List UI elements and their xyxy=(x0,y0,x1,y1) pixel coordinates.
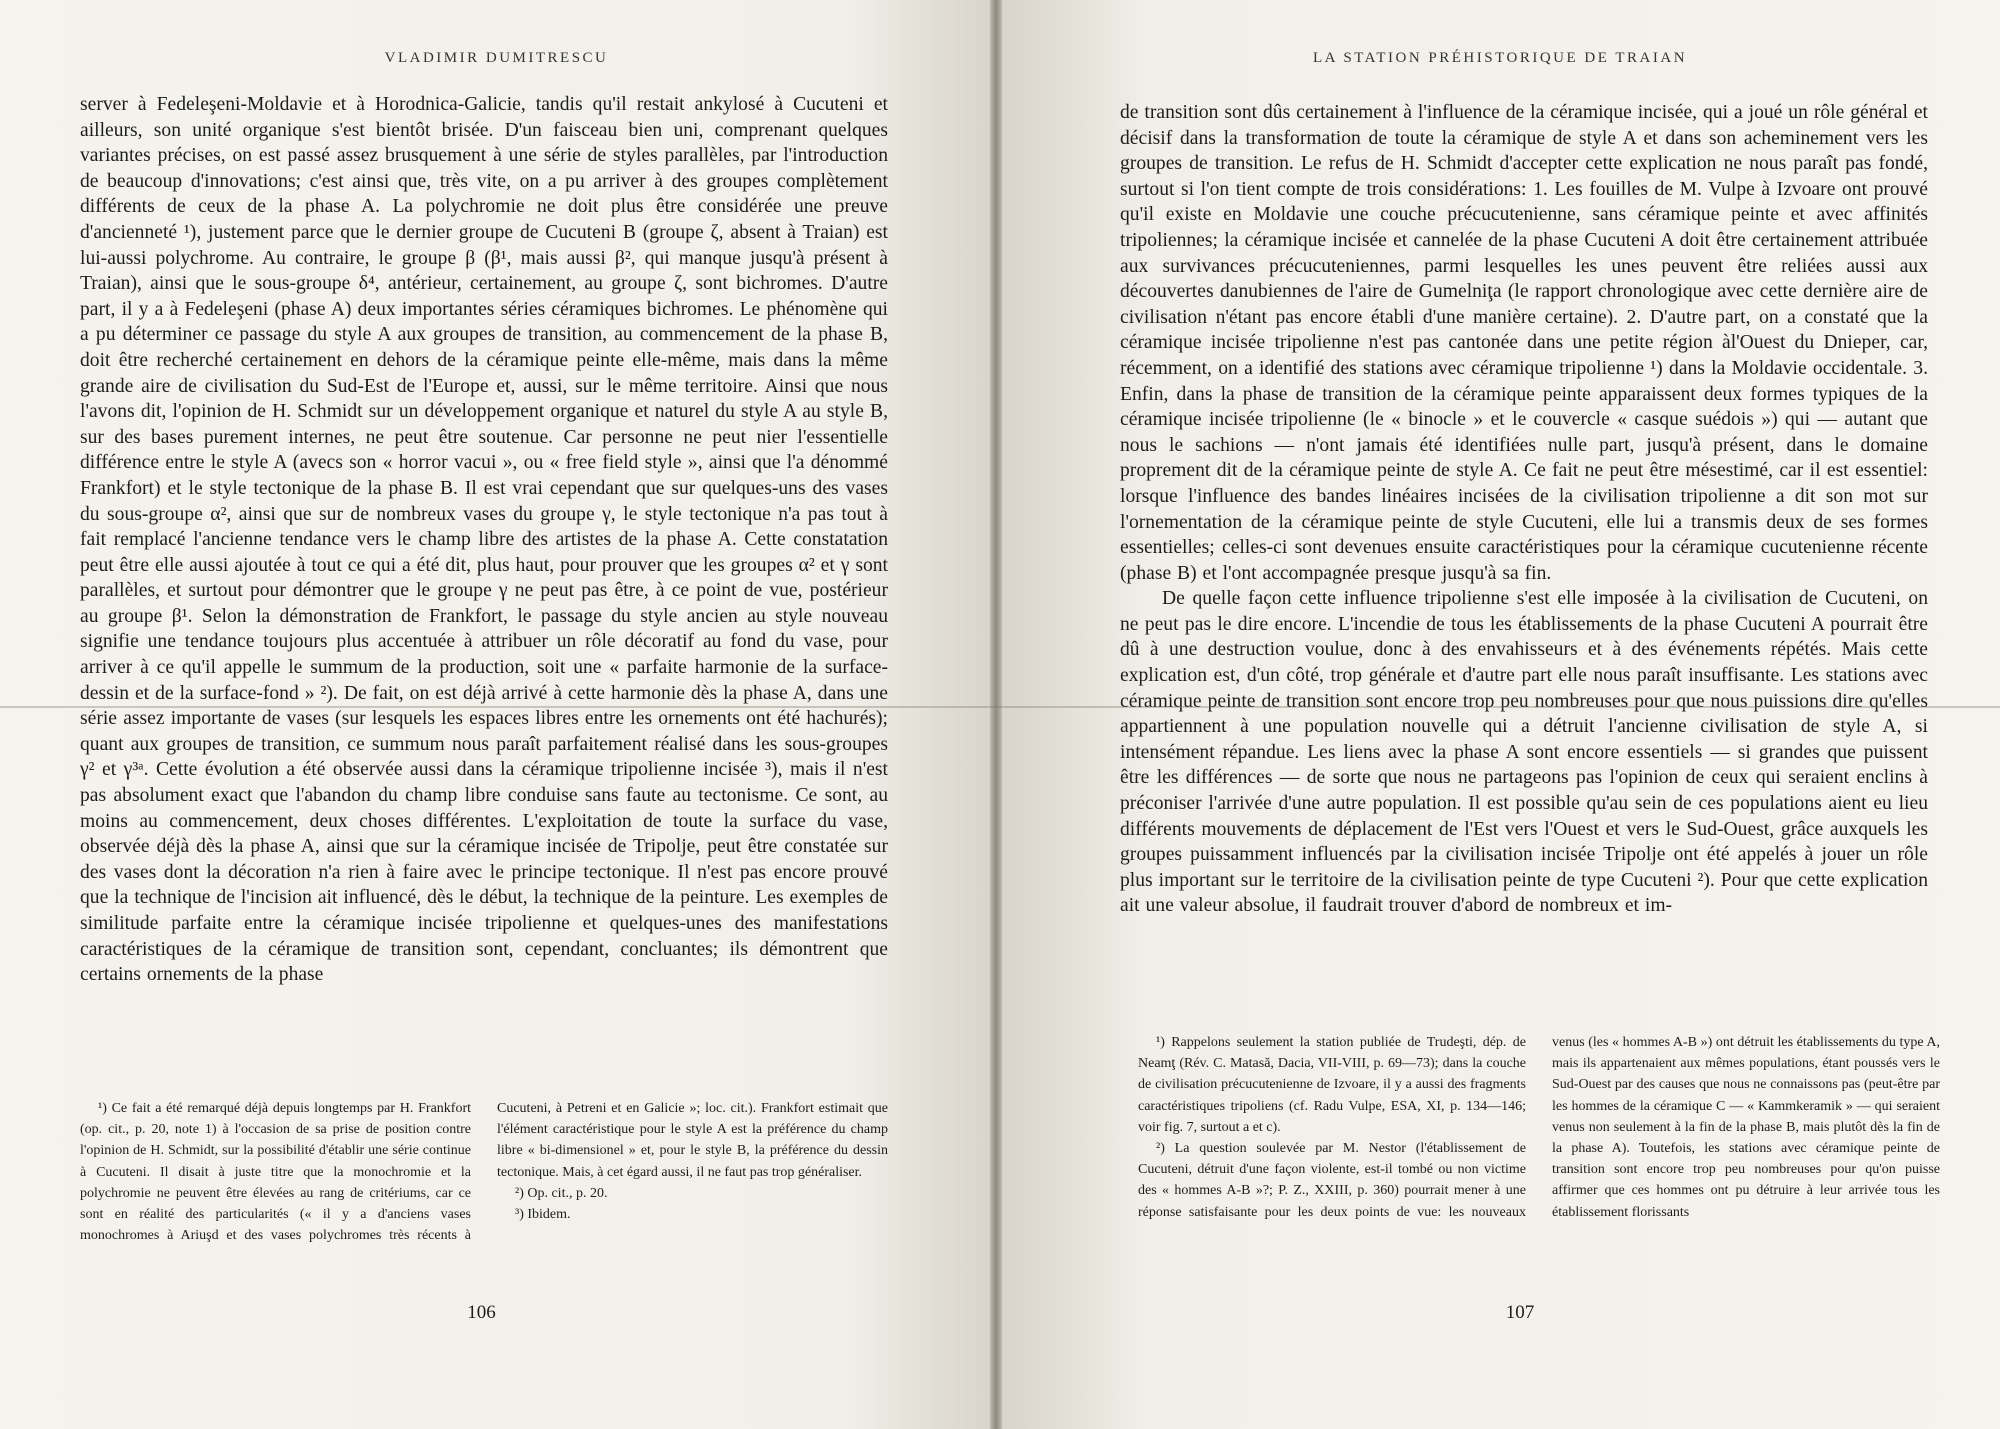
page-number-left: 106 xyxy=(467,1302,496,1323)
left-footnote-2: ²) Op. cit., p. 20. xyxy=(515,1185,608,1201)
running-head-right: LA STATION PRÉHISTORIQUE DE TRAIAN xyxy=(1312,50,1688,66)
right-paragraph-2: De quelle façon cette influence tripolienne s'est elle imposée à la civilisation de Cucuteni, on ne peut pas le dire encore. L'incendie de tous les établissements de la phase Cucuteni A pourrait être dû à une destruction voulue, donc à des envahisseurs et à des événements répétés. Mais cette explication est, d'un côté, trop générale et d'autre part elle nous paraît insuffisante. Les stations avec céramique peinte de transition sont encore trop peu nombreuses pour que nous puissions dire qu'elles appartiennent à une population nouvelle qui a détruit l'ancienne civilisation de style A, si intensément répandue. Les liens avec la phase A sont encore essentiels — si grandes que puissent être les différences — de sorte que nous ne partageons pas l'opinion de ceux qui seraient enclins à préconiser l'arrivée d'une autre population. Il est possible qu'au sein de ces populations aient eu lieu différents mouvements de déplacement de l'Est vers l'Ouest et vers le Sud-Ouest, grâce auxquels les groupes puissamment influencés par la civilisation incisée Tripolje ont été appelés à jouer un rôle plus important sur le territoire de la civilisation peinte de type Cucuteni ²). Pour que cette explication ait une valeur absolue, il faudrait trouver d'abord de nombreux et im- xyxy=(1120,588,1928,917)
left-paragraph-1: server à Fedeleşeni-Moldavie et à Horodnica-Galicie, tandis qu'il restait ankylosé à Cucuteni et ailleurs, son unité organique s'est bientôt brisée. D'un faisceau bien uni, comprenant quelques variantes précises, on est passé assez brusquement à une série de styles parallèles, par l'introduction de beaucoup d'innovations; c'est ainsi que, très vite, on a pu arriver à des groupes complètement différents de ceux de la phase A. La polychromie ne doit plus être considérée une preuve d'ancienneté ¹), justement parce que le dernier groupe de Cucuteni B (groupe ζ, absent à Traian) est lui-aussi polychrome. Au contraire, le groupe β (β¹, mais aussi β², qui manque jusqu'à présent à Traian), ainsi que le sous-groupe δ⁴, antérieur, certainement, au groupe ζ, sont bichromes. D'autre part, il y a à Fedeleşeni (phase A) deux importantes séries céramiques bichromes. Le phénomène qui a pu déterminer ce passage du style A aux groupes de transition, au commencement de la phase B, doit être recherché certainement en dehors de la céramique peinte elle-même, mais dans la même grande aire de civilisation du Sud-Est de l'Europe et, aussi, sur le même territoire. Ainsi que nous l'avons dit, l'opinion de H. Schmidt sur un développement organique et naturel du style A au style B, sur des bases purement internes, ne peut être soutenue. Car personne ne peut nier l'essentielle différence entre le style A (avecs son « horror vacui », ou « free field style », ainsi que l'a dénommé Frankfort) et le style tectonique de la phase B. Il est vrai cependant que sur quelques-uns des vases du sous-groupe α², ainsi que sur de nombreux vases du groupe γ, le style tectonique n'a pas tout à fait remplacé l'ancienne tendance vers le champ libre des artistes de la phase A. Cette constatation peut être elle aussi ajoutée à tout ce qui a été dit, plus haut, pour prouver que les groupes α² et γ sont parallèles, et surtout pour démontrer que le groupe γ ne peut pas être, à ce point de vue, postérieur au groupe β¹. Selon la démonstration de Frankfort, le passage du style ancien au style nouveau signifie une tendance toujours plus accentuée à attribuer un rôle décoratif au fond du vase, pour arriver à ce qu'il appelle le summum de la production, soit une « parfaite harmonie de la surface-dessin et de la surface-fond » ²). De fait, on est déjà arrivé à cette harmonie dès la phase A, dans une série assez importante de vases (sur lesquels les espaces libres entre les ornements ont été hachurés); quant aux groupes de transition, ce summum nous paraît parfaitement réalisé dans les sous-groupes γ² et γ³ᵃ. Cette évolution a été observée aussi dans la céramique tripolienne incisée ³), mais il n'est pas absolument exact que l'abandon du champ libre conduise sans faute au tectonisme. Ce sont, au moins au commencement, deux choses différentes. L'exploitation de toute la surface du vase, observée déjà dès la phase A, ainsi que sur la céramique incisée de Tripolje, peut être constatée sur des vases dont la décoration n'a rien à faire avec le principe tectonique. Il n'est pas encore prouvé que la technique de l'incision ait influencé, dès le début, la technique de la peinture. Les exemples de similitude parfaite entre la céramique incisée tripolienne et quelques-unes des manifestations caractéristiques de la céramique de transition sont, cependant, concluantes; ils démontrent que certains ornements de la phase xyxy=(80,94,888,986)
right-footnote-2: ²) La question soulevée par M. Nestor (l'établissement de Cucuteni, détruit d'une façon violente, est-il tombé ou non victime des « hommes A-B »?; P. Z., XXIII, p. 360) pourrait mener à une réponse satisfaisante pour les deux points de vue: les nouveaux venus (les « hommes A-B ») ont détruit les établissements du type A, mais ils appartenaient aux mêmes populations, étant poussés vers le Sud-Ouest par des causes que nous ne connaissons pas (peut-être par les hommes de la céramique C — « Kammkeramik » — qui seraient venus non seulement à la fin de la phase B, mais plutôt dès la fin de la phase A). Toutefois, les stations avec céramique peinte de transition sont encore trop peu nombreuses pour qu'on puisse affirmer que ces hommes ont pu détruire à leur arrivée tous les établissement florissants xyxy=(1138,1035,1940,1220)
left-page xyxy=(0,0,993,1429)
right-paragraph-1: de transition sont dûs certainement à l'influence de la céramique incisée, qui a joué un rôle général et décisif dans la transformation de toute la céramique de style A et dans son acheminement vers les groupes de transition. Le refus de H. Schmidt d'accepter cette explication ne nous paraît pas fondé, surtout si l'on tient compte de trois considérations: 1. Les fouilles de M. Vulpe à Izvoare ont prouvé qu'il existe en Moldavie une couche précucutenienne, sans céramique peinte et avec affinités tripoliennes; la céramique incisée et cannelée de la phase Cucuteni A doit être certainement attribuée aux survivances précucuteniennes, parmi lesquelles les unes peuvent être reliées aussi aux découvertes danubiennes de l'aire de Gumelniţa (le rapport chronologique avec cette dernière aire de civilisation n'étant pas encore établi d'une manière certaine). 2. D'autre part, on a constaté que la céramique incisée tripolienne n'est pas cantonée dans une petite région àl'Ouest du Dnieper, car, récemment, on a identifié des stations avec céramique tripolienne ¹) dans la Moldavie occidentale. 3. Enfin, dans la phase de transition de la céramique peinte apparaissent deux formes typiques de la céramique incisée tripolienne (le « binocle » et le couvercle « casque suédois ») qui — autant que nous le sachions — n'ont jamais été identifiées nulle part, jusqu'à présent, dans le domaine proprement dit de la céramique peinte de style A. Ce fait ne peut être mésestimé, car il est essentiel: lorsque l'influence des bandes linéaires incisées de la civilisation tripolienne a dit son mot sur l'ornementation de la céramique peinte de style Cucuteni, elle lui a transmis deux de ses formes essentielles; celles-ci sont devenues ensuite caractéristiques pour la céramique cucutenienne récente (phase B) et l'ont accompagnée presque jusqu'à sa fin. xyxy=(1120,102,1928,584)
right-body-text xyxy=(1120,100,1928,919)
left-footnotes xyxy=(80,1098,888,1246)
paper-fold-line xyxy=(0,706,2000,708)
running-head-left: VLADIMIR DUMITRESCU xyxy=(384,50,609,66)
left-body-text xyxy=(80,92,888,988)
left-footnote-1: ¹) Ce fait a été remarqué déjà depuis longtemps par H. Frankfort (op. cit., p. 20, note 1) à l'occasion de sa prise de position contre l'opinion de H. Schmidt, sur la possibilité d'établir une série continue à Cucuteni. Il disait à juste titre que la monochromie et la polychromie ne peuvent être élevées au rang de critériums, car ce sont en réalité des particularités (« il y a d'anciens vases monochromes à Ariuşd et des vases polychromes très récents à Cucuteni, à Petreni et en Galicie »; loc. cit.). Frankfort estimait que l'élément caractéristique pour le style A est la préférence du champ libre « bi-dimensionel » et, pour le style B, la préférence du dessin tectonique. Mais, à cet égard aussi, il ne faut pas trop généraliser. xyxy=(80,1101,888,1244)
book-gutter xyxy=(990,0,1002,1429)
right-footnotes xyxy=(1138,1032,1940,1223)
page-number-right: 107 xyxy=(1505,1302,1535,1323)
right-page xyxy=(1000,0,2000,1429)
right-footnote-1: ¹) Rappelons seulement la station publiée de Trudeşti, dép. de Neamţ (Rév. C. Matasă, Dacia, VII-VIII, p. 69—73); dans la couche de civilisation précucutenienne de Izvoare, il y a aussi des fragments caractéristiques tripoliens (cf. Radu Vulpe, ESA, XI, p. 134—146; voir fig. 7, surtout a et c). xyxy=(1138,1035,1526,1135)
left-footnote-3: ³) Ibidem. xyxy=(515,1207,571,1223)
